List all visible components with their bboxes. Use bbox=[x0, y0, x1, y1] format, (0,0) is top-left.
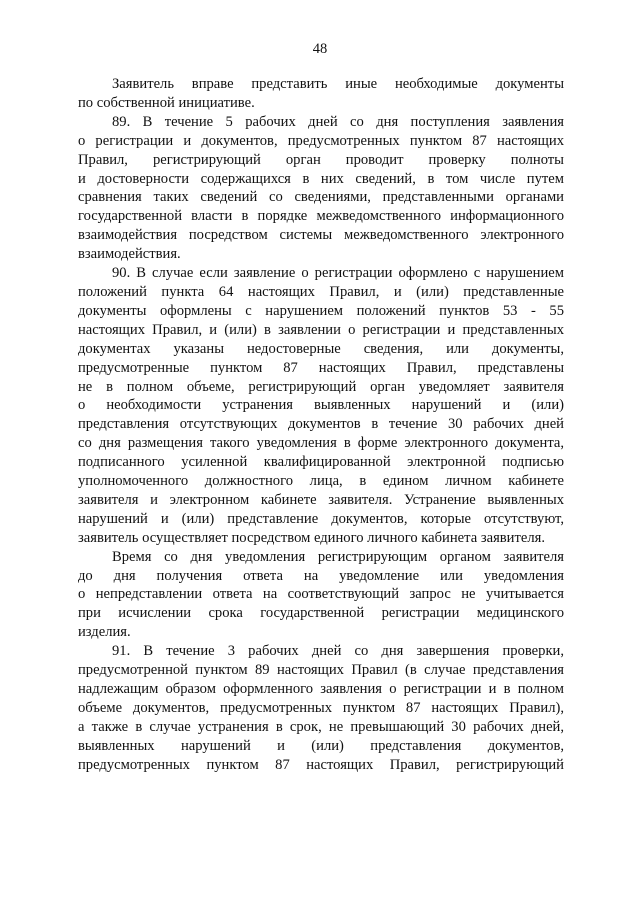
text-line: государственной власти в порядке межведомственного информационного bbox=[78, 208, 564, 225]
text-line: 89. В течение 5 рабочих дней со дня поступления заявления bbox=[112, 113, 564, 130]
text-line: заявителя и электронном кабинете заявителя. Устранение выявленных bbox=[78, 491, 564, 508]
text-line: и достоверности содержащихся в них сведений, в том числе путем bbox=[78, 170, 564, 187]
text-line: нарушений и (или) представление документов, которые отсутствуют, bbox=[78, 510, 564, 527]
text-line: Заявитель вправе представить иные необходимые документы bbox=[112, 76, 564, 92]
text-line: уполномоченного должностного лица, в едином личном кабинете bbox=[78, 473, 564, 490]
text-line: 91. В течение 3 рабочих дней со дня завершения проверки, bbox=[112, 643, 564, 660]
text-line: 90. В случае если заявление о регистрации оформлено с нарушением bbox=[112, 265, 564, 282]
text-line: до дня получения ответа на уведомление или уведомления bbox=[78, 567, 564, 584]
paragraph bbox=[78, 264, 564, 548]
text-line: о регистрации и документов, предусмотренных пунктом 87 настоящих bbox=[78, 132, 564, 149]
text-line: документах указаны недостоверные сведения, или документы, bbox=[78, 340, 564, 357]
text-line: изделия. bbox=[78, 624, 131, 641]
text-line: Время со дня уведомления регистрирующим органом заявителя bbox=[112, 548, 564, 565]
text-line: о необходимости устранения выявленных нарушений и (или) bbox=[78, 397, 564, 414]
text-line: подписанного усиленной квалифицированной электронной подписью bbox=[78, 454, 564, 471]
paragraph bbox=[78, 642, 564, 774]
paragraph bbox=[78, 113, 564, 264]
document-body bbox=[78, 75, 564, 775]
text-line: предусмотренных пунктом 87 настоящих Правил, регистрирующий bbox=[78, 756, 564, 773]
text-line: документы оформлены с нарушением положений пунктов 53 - 55 bbox=[78, 302, 564, 319]
text-line: а также в случае устранения в срок, не превышающий 30 рабочих дней, bbox=[78, 718, 564, 735]
text-line: Правил, регистрирующий орган проводит проверку полноты bbox=[78, 151, 564, 168]
text-line: взаимодействия. bbox=[78, 246, 181, 263]
text-line: надлежащим образом оформленного заявления о регистрации и в полном bbox=[78, 681, 564, 697]
page-number: 48 bbox=[312, 41, 328, 57]
text-line: объеме документов, предусмотренных пунктом 87 настоящих Правил), bbox=[78, 699, 564, 716]
text-line: предусмотренной пунктом 89 настоящих Правил (в случае представления bbox=[78, 662, 564, 679]
text-line: представления отсутствующих документов в течение 30 рабочих дней bbox=[78, 416, 564, 433]
text-line: со дня размещения такого уведомления в форме электронного документа, bbox=[78, 435, 564, 452]
text-line: выявленных нарушений и (или) представления документов, bbox=[78, 737, 564, 754]
text-line: настоящих Правил, и (или) в заявлении о регистрации и представленных bbox=[78, 321, 564, 338]
paragraph bbox=[78, 75, 564, 113]
text-line: предусмотренные пунктом 87 настоящих Правил, представлены bbox=[78, 359, 564, 376]
text-line: положений пункта 64 настоящих Правил, и (или) представленные bbox=[78, 283, 564, 300]
paragraph bbox=[78, 548, 564, 643]
text-line: о непредставлении ответа на соответствующий запрос не учитывается bbox=[78, 586, 564, 603]
text-line: при исчислении срока государственной регистрации медицинского bbox=[78, 605, 564, 622]
text-line: по собственной инициативе. bbox=[78, 94, 255, 111]
text-line: заявитель осуществляет посредством единого личного кабинета заявителя. bbox=[78, 529, 545, 546]
text-line: не в полном объеме, регистрирующий орган уведомляет заявителя bbox=[78, 378, 564, 395]
text-line: сравнения таких сведений со сведениями, представленными органами bbox=[78, 189, 564, 206]
text-line: взаимодействия посредством системы межведомственного электронного bbox=[78, 227, 564, 244]
